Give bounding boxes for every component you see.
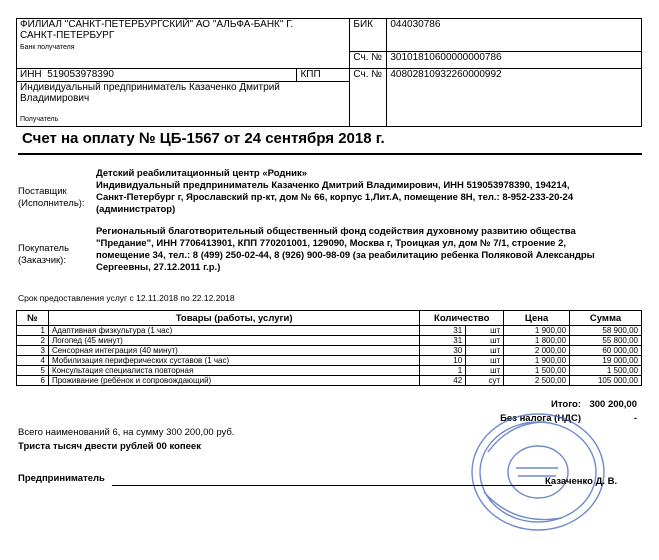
kpp-label: КПП [297,69,350,82]
row-name: Мобилизация периферических суставов (1 час) [48,356,419,366]
col-qty-header: Количество [420,311,504,326]
row-price: 2 000,00 [504,346,570,356]
amount-in-words: Триста тысяч двести рублей 00 копеек [18,441,201,452]
total-label: Итого: [551,399,581,410]
row-price: 2 500,00 [504,376,570,386]
row-price: 1 900,00 [504,326,570,336]
supplier-line1: Детский реабилитационный центр «Родник» [96,168,308,179]
table-row [17,326,642,336]
company-stamp-seal [458,408,616,538]
supplier-label-line1: Поставщик [18,186,67,197]
row-qty: 31 [420,326,466,336]
inn-value: 519053978390 [47,69,114,80]
total-value: 300 200,00 [589,399,637,410]
corr-account-label: Сч. № [350,52,387,69]
supplier-line4: (администратор) [96,204,176,215]
row-unit: шт [466,356,504,366]
recipient-label: Получатель [20,116,59,123]
signature-name: Казаченко Д. В. [545,476,618,487]
col-num-header: № [17,311,49,326]
row-num: 2 [17,336,49,346]
row-sum: 105 000,00 [570,376,642,386]
row-num: 5 [17,366,49,376]
row-sum: 19 000,00 [570,356,642,366]
row-name: Консультация специалиста повторная [48,366,419,376]
recipient-line2: Владимирович [20,93,90,104]
bik-value: 044030786 [387,19,642,52]
bik-label: БИК [350,19,387,52]
row-price: 1 900,00 [504,356,570,366]
row-unit: шт [466,326,504,336]
bank-name-line2: САНКТ-ПЕТЕРБУРГ [20,30,115,41]
row-name: Логопед (45 минут) [48,336,419,346]
bank-details-table [16,18,642,127]
buyer-label [18,243,69,267]
table-row [17,336,642,346]
table-row [17,376,642,386]
col-sum-header: Сумма [570,311,642,326]
inn-cell [17,69,297,82]
row-unit: шт [466,346,504,356]
row-sum: 58 900,00 [570,326,642,336]
recipient-cell [17,82,350,127]
vat-value: - [633,413,637,424]
buyer-line2: "Предание", ИНН 7706413901, КПП 770201001, 129090, Москва г, Троицкая ул, дом № 7/1, строение 2, [96,238,567,249]
row-unit: шт [466,366,504,376]
buyer-details [96,226,636,274]
signature-role: Предприниматель [18,473,105,484]
supplier-line3: Санкт-Петербург г, Ярославский пр-кт, дом № 66, корпус 1,Лит.А, помещение 8Н, тел.: 8-952-233-20-24 [96,192,574,203]
bank-name-line1: ФИЛИАЛ "САНКТ-ПЕТЕРБУРГСКИЙ" АО "АЛЬФА-БАНК" Г. [20,19,294,30]
row-num: 3 [17,346,49,356]
row-num: 1 [17,326,49,336]
buyer-line3: помещение 34, тел.: 8 (499) 250-02-44, 8 (926) 900-98-09 (за реабилитацию ребенка Поляковой Александры [96,250,595,261]
row-unit: сут [466,376,504,386]
recipient-line1: Индивидуальный предприниматель Казаченко Дмитрий [20,82,280,93]
row-num: 4 [17,356,49,366]
supplier-label [18,186,85,210]
row-name: Сенсорная интеграция (40 минут) [48,346,419,356]
corr-account-value: 30101810600000000786 [387,52,642,69]
row-unit: шт [466,336,504,346]
account-label: Сч. № [350,69,387,127]
row-price: 1 800,00 [504,336,570,346]
col-name-header: Товары (работы, услуги) [48,311,419,326]
signature-line [112,485,552,486]
table-row [17,346,642,356]
items-table [16,310,642,386]
row-name: Адаптивная физкультура (1 час) [48,326,419,336]
buyer-label-line2: (Заказчик): [18,255,66,266]
bank-label: Банк получателя [20,44,75,51]
row-name: Проживание (ребёнок и сопровождающий) [48,376,419,386]
row-qty: 1 [420,366,466,376]
inn-label: ИНН [20,69,42,80]
row-sum: 1 500,00 [570,366,642,376]
row-num: 6 [17,376,49,386]
account-value: 40802810932260000992 [387,69,642,127]
items-count-summary: Всего наименований 6, на сумму 300 200,00 руб. [18,427,235,438]
row-qty: 10 [420,356,466,366]
stamp-middle-ring [480,422,596,522]
supplier-details [96,168,636,216]
row-price: 1 500,00 [504,366,570,376]
row-qty: 31 [420,336,466,346]
row-sum: 55 800,00 [570,336,642,346]
buyer-label-line1: Покупатель [18,243,70,254]
title-divider [18,153,642,155]
table-row [17,366,642,376]
buyer-line1: Региональный благотворительный общественный фонд содействия духовному развитию общества [96,226,576,237]
table-row [17,356,642,366]
stamp-inner-ring [508,446,568,498]
stamp-center-lines [516,468,558,476]
buyer-line4: Сергеевны, 27.12.2011 г.р.) [96,262,221,273]
supplier-label-line2: (Исполнитель): [18,198,85,209]
service-period: Срок предоставления услуг с 12.11.2018 по 22.12.2018 [18,293,235,303]
row-qty: 30 [420,346,466,356]
bank-name-cell [17,19,350,69]
supplier-line2: Индивидуальный предприниматель Казаченко Дмитрий Владимирович, ИНН 519053978390, 194214, [96,180,570,191]
invoice-title: Счет на оплату № ЦБ-1567 от 24 сентября 2018 г. [22,130,385,147]
stamp-outer-ring [472,414,604,530]
row-sum: 60 000,00 [570,346,642,356]
vat-label: Без налога (НДС) [500,413,581,424]
row-qty: 42 [420,376,466,386]
col-price-header: Цена [504,311,570,326]
